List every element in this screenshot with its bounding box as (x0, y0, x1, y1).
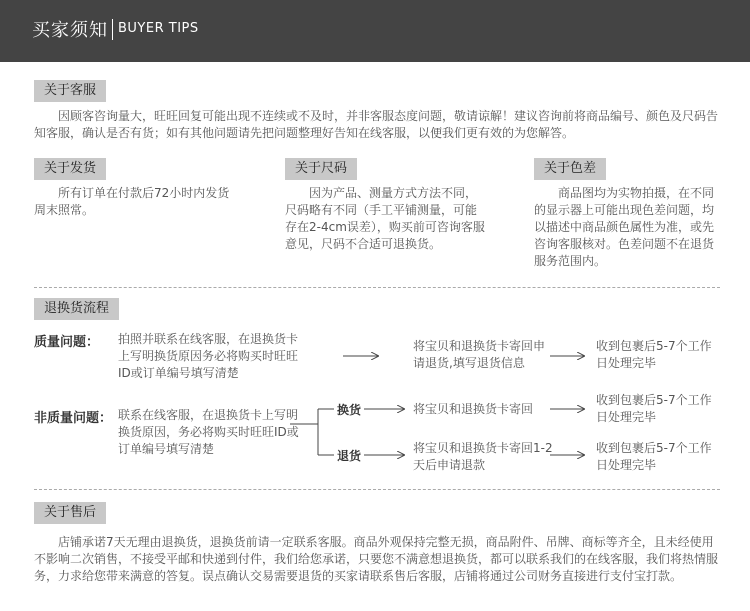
after-sales-text: 店铺承诺7天无理由退换货，退换货前请一定联系客服。商品外观保持完整无损，商品附件、吊牌、商标等齐全，且未经使用不影响二次销售，不接受平邮和快递到付件，我们给您承诺，只要您不满意想退换货，都可以联系我们的在线客服，我们将热情服务，力求给您带来满意的答复。误点确认交易需要退货的买家请联系售后客服，店铺将通过公司财务直接进行支付宝打款。 (34, 535, 719, 583)
banner-title-en: BUYER TIPS (118, 21, 199, 36)
banner-title-cn: 买家须知 (32, 20, 108, 41)
customer-service-text: 因顾客咨询量大，旺旺回复可能出现不连续或不及时，并非客服态度问题，敬请谅解！建议咨询前将商品编号、颜色及尺码告知客服，确认是否有货；如有其他问题请先把问题整理好告知在线客服，以便我们更有效的为您解答。 (34, 109, 719, 140)
return-done: 收到包裹后5-7个工作日处理完毕 (596, 441, 712, 472)
quality-step-1: 拍照并联系在线客服，在退换货卡上写明换货原因务必将购买时旺旺ID或订单编号填写清楚 (118, 332, 299, 380)
return-label: 退货 (334, 447, 364, 464)
non-quality-issue-label: 非质量问题： (34, 411, 113, 426)
quality-step-2: 将宝贝和退换货卡寄回申请退货,填写退货信息 (413, 339, 546, 370)
size-text: 因为产品、测量方式方法不同，尺码略有不同（手工平铺测量，可能存在2-4cm误差），购买前可咨询客服意见，尺码不合适可退换货。 (285, 186, 485, 251)
section-tag-returns: 退换货流程 (34, 298, 119, 320)
exchange-done: 收到包裹后5-7个工作日处理完毕 (596, 393, 712, 424)
section-tag-color: 关于色差 (534, 158, 606, 180)
section-tag-shipping: 关于发货 (34, 158, 106, 180)
non-quality-step-1: 联系在线客服，在退换货卡上写明换货原因，务必将购买时旺旺ID或订单编号填写清楚 (118, 408, 299, 456)
shipping-text: 所有订单在付款后72小时内发货周末照常。 (34, 186, 230, 217)
quality-step-3: 收到包裹后5-7个工作日处理完毕 (596, 339, 712, 370)
quality-issue-label: 质量问题： (34, 335, 100, 350)
divider-after-sales (34, 489, 720, 490)
section-tag-after-sales: 关于售后 (34, 502, 106, 524)
exchange-label: 换货 (334, 401, 364, 418)
color-text: 商品图均为实物拍摄，在不同的显示器上可能出现色差问题，均以描述中商品颜色属性为准，或先咨询客服核对。色差问题不在退货服务范围内。 (534, 186, 715, 268)
section-tag-size: 关于尺码 (285, 158, 357, 180)
section-tag-customer-service: 关于客服 (34, 80, 106, 102)
return-step: 将宝贝和退换货卡寄回1-2天后申请退款 (413, 441, 553, 472)
exchange-step: 将宝贝和退换货卡寄回 (413, 402, 534, 416)
